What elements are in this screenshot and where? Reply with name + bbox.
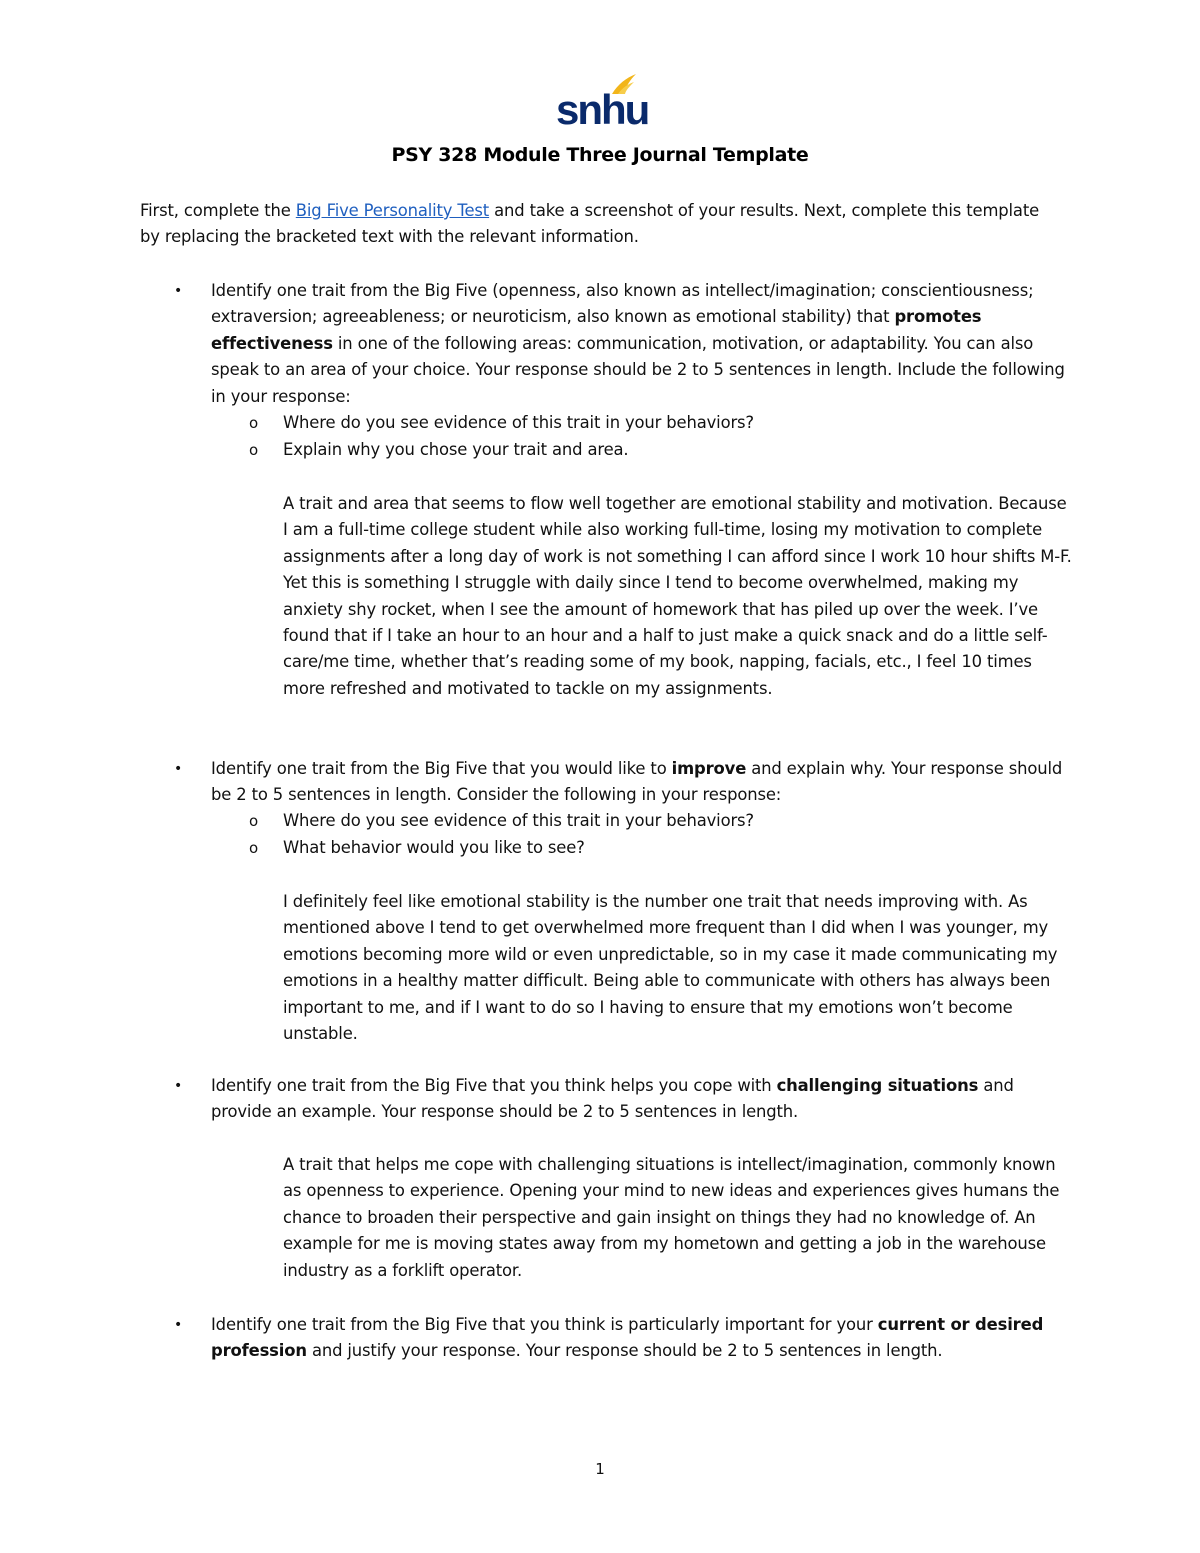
logo-wordmark: snhu <box>556 86 649 133</box>
question-2-sub-1: Where do you see evidence of this trait in your behaviors? <box>283 811 754 830</box>
question-3-answer: A trait that helps me cope with challenging situations is intellect/imagination, commonly known as openness to experience. Opening your mind to new ideas and experiences gives humans the chance to broaden their perspective and gain insight on things they had no knowledge of. An example for me is moving states away from my hometown and getting a job in the warehouse industry as a forklift operator. <box>283 1155 1060 1280</box>
sub-bullet-icon: o <box>249 812 259 830</box>
question-1-sub-2: Explain why you chose your trait and area. <box>283 440 629 459</box>
page-number: 1 <box>595 1460 605 1478</box>
bullet-icon: • <box>174 761 183 777</box>
big-five-test-link[interactable]: Big Five Personality Test <box>295 201 490 220</box>
bullet-icon: • <box>174 1317 183 1333</box>
question-1-prompt: Identify one trait from the Big Five (openness, also known as intellect/imagination; conscientiousness; extraversion; agreeableness; or neuroticism, also known as emotional stability) that promotes effectiveness in one of the following areas: communication, motivation, or adaptability. You can also speak to an area of your choice. Your response should be 2 to 5 sentences in length. Include the following in your response: <box>211 281 1065 406</box>
sub-bullet-icon: o <box>249 441 259 459</box>
question-1-answer: A trait and area that seems to flow well together are emotional stability and motivation. Because I am a full-time college student while also working full-time, losing my motivation to complete assignments after a long day of work is not something I can afford since I work 10 hour shifts M-F. Yet this is something I struggle with daily since I tend to become overwhelmed, making my anxiety shy rocket, when I see the amount of homework that has piled up over the week. I’ve found that if I take an hour to an hour and a half to just make a quick snack and do a little self-care/me time, whether that’s reading some of my book, napping, facials, etc., I feel 10 times more refreshed and motivated to tackle on my assignments. <box>283 494 1072 698</box>
question-2-prompt: Identify one trait from the Big Five that you would like to improve and explain why. Your response should be 2 to 5 sentences in length. Consider the following in your response: <box>211 759 1063 805</box>
question-3-prompt: Identify one trait from the Big Five that you think helps you cope with challenging situations and provide an example. Your response should be 2 to 5 sentences in length. <box>211 1076 1014 1122</box>
intro-paragraph: First, complete the Big Five Personality Test and take a screenshot of your results. Next, complete this template by replacing the bracketed text with the relevant information. <box>140 201 1040 247</box>
snhu-logo <box>556 72 649 133</box>
question-4-prompt: Identify one trait from the Big Five that you think is particularly important for your current or desired profession and justify your response. Your response should be 2 to 5 sentences in length. <box>211 1315 1044 1361</box>
question-2-sub-2: What behavior would you like to see? <box>283 838 585 857</box>
bullet-icon: • <box>174 283 183 299</box>
sub-bullet-icon: o <box>249 839 259 857</box>
sub-bullet-icon: o <box>249 414 259 432</box>
page-title: PSY 328 Module Three Journal Template <box>391 144 809 166</box>
question-2-answer: I definitely feel like emotional stability is the number one trait that needs improving with. As mentioned above I tend to get overwhelmed more frequent than I did when I was younger, my emotions becoming more wild or even unpredictable, so in my case it made communicating my emotions in a healthy matter difficult. Being able to communicate with others has always been important to me, and if I want to do so I having to ensure that my emotions won’t become unstable. <box>283 892 1058 1044</box>
question-1-sub-1: Where do you see evidence of this trait in your behaviors? <box>283 413 754 432</box>
bullet-icon: • <box>174 1078 183 1094</box>
